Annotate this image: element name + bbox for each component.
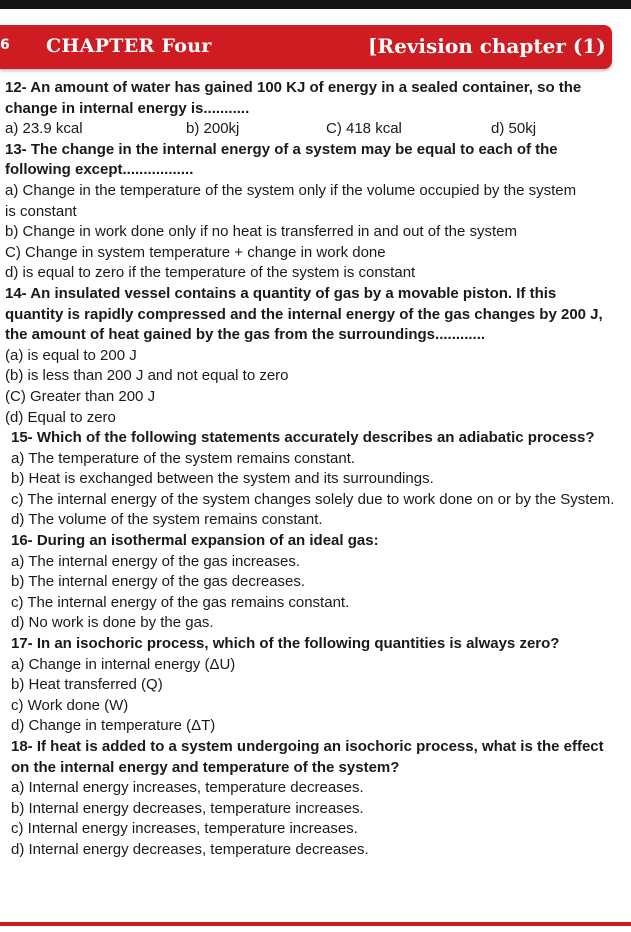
question-text: change in internal energy is........... (5, 99, 250, 117)
option-b: b) Heat transferred (Q) (11, 676, 163, 694)
question-text: 18- If heat is added to a system undergoing an isochoric process, what is the effect (11, 738, 604, 755)
question-text: 16- During an isothermal expansion of an ideal gas: (11, 532, 379, 550)
option-d: d) The volume of the system remains constant. (11, 511, 323, 529)
revision-label: [Revision chapter (1) (368, 34, 606, 58)
option-b: b) The internal energy of the gas decreases. (11, 573, 306, 591)
option-d: d) 50kj (491, 120, 537, 138)
option-b: b) Change in work done only if no heat is transferred in and out of the system (5, 223, 517, 241)
option-c: c) Work done (W) (11, 696, 129, 714)
option-a: a) The internal energy of the gas increases. (11, 552, 301, 570)
page-number: 6 (0, 37, 10, 53)
option-a: (a) is equal to 200 J (5, 346, 137, 364)
question-17 (5, 634, 620, 737)
question-list (5, 78, 620, 861)
chapter-title: CHAPTER Four (46, 35, 212, 57)
option-b: b) Heat is exchanged between the system and its surroundings. (11, 470, 434, 488)
option-a: a) 23.9 kcal (5, 120, 83, 138)
question-text: on the internal energy and temperature of the system? (11, 758, 400, 776)
option-d: d) Change in temperature (ΔT) (11, 717, 216, 735)
question-text: 13- The change in the internal energy of a system may be equal to each of the (5, 140, 558, 158)
option-b: b) Internal energy decreases, temperature increases. (11, 799, 364, 817)
option-b: (b) is less than 200 J and not equal to zero (5, 367, 289, 385)
option-a: a) The temperature of the system remains constant. (11, 449, 356, 467)
option-a: a) Change in the temperature of the system only if the volume occupied by the system (5, 181, 577, 199)
option-d: (d) Equal to zero (5, 408, 116, 426)
option-d: d) is equal to zero if the temperature of the system is constant (5, 264, 416, 282)
question-text: following except................. (5, 161, 194, 179)
option-c: c) The internal energy of the gas remains constant. (11, 593, 350, 611)
chapter-header-banner (0, 25, 612, 69)
top-edge-bar (0, 0, 631, 9)
question-text: 12- An amount of water has gained 100 KJ of energy in a sealed container, so the (5, 79, 582, 96)
option-c: C) Change in system temperature + change in work done (5, 243, 386, 261)
question-text: 14- An insulated vessel contains a quantity of gas by a movable piston. If this (5, 284, 557, 302)
question-16 (5, 531, 620, 634)
question-text: the amount of heat gained by the gas from the surroundings............ (5, 326, 486, 344)
question-13 (5, 140, 620, 284)
option-c: C) 418 kcal (326, 120, 402, 138)
footer-margin (0, 926, 631, 932)
option-row (5, 119, 620, 140)
question-text: 15- Which of the following statements accurately describes an adiabatic process? (11, 429, 595, 447)
question-15 (5, 428, 620, 531)
question-text: 17- In an isochoric process, which of the following quantities is always zero? (11, 635, 560, 653)
question-18 (5, 737, 620, 861)
option-b: b) 200kj (186, 120, 240, 138)
option-c: c) The internal energy of the system changes solely due to work done on or by the System. (11, 490, 615, 508)
question-12 (5, 78, 620, 140)
question-14 (5, 284, 620, 428)
option-c: c) Internal energy increases, temperature increases. (11, 820, 358, 838)
option-c: (C) Greater than 200 J (5, 387, 156, 405)
option-d: d) Internal energy decreases, temperature decreases. (11, 840, 369, 858)
option-a: a) Internal energy increases, temperature decreases. (11, 779, 364, 797)
option-d: d) No work is done by the gas. (11, 614, 214, 632)
option-a: a) Change in internal energy (ΔU) (11, 655, 236, 673)
option-a-continued: is constant (5, 202, 77, 220)
question-text: quantity is rapidly compressed and the internal energy of the gas changes by 200 J, (5, 305, 603, 323)
